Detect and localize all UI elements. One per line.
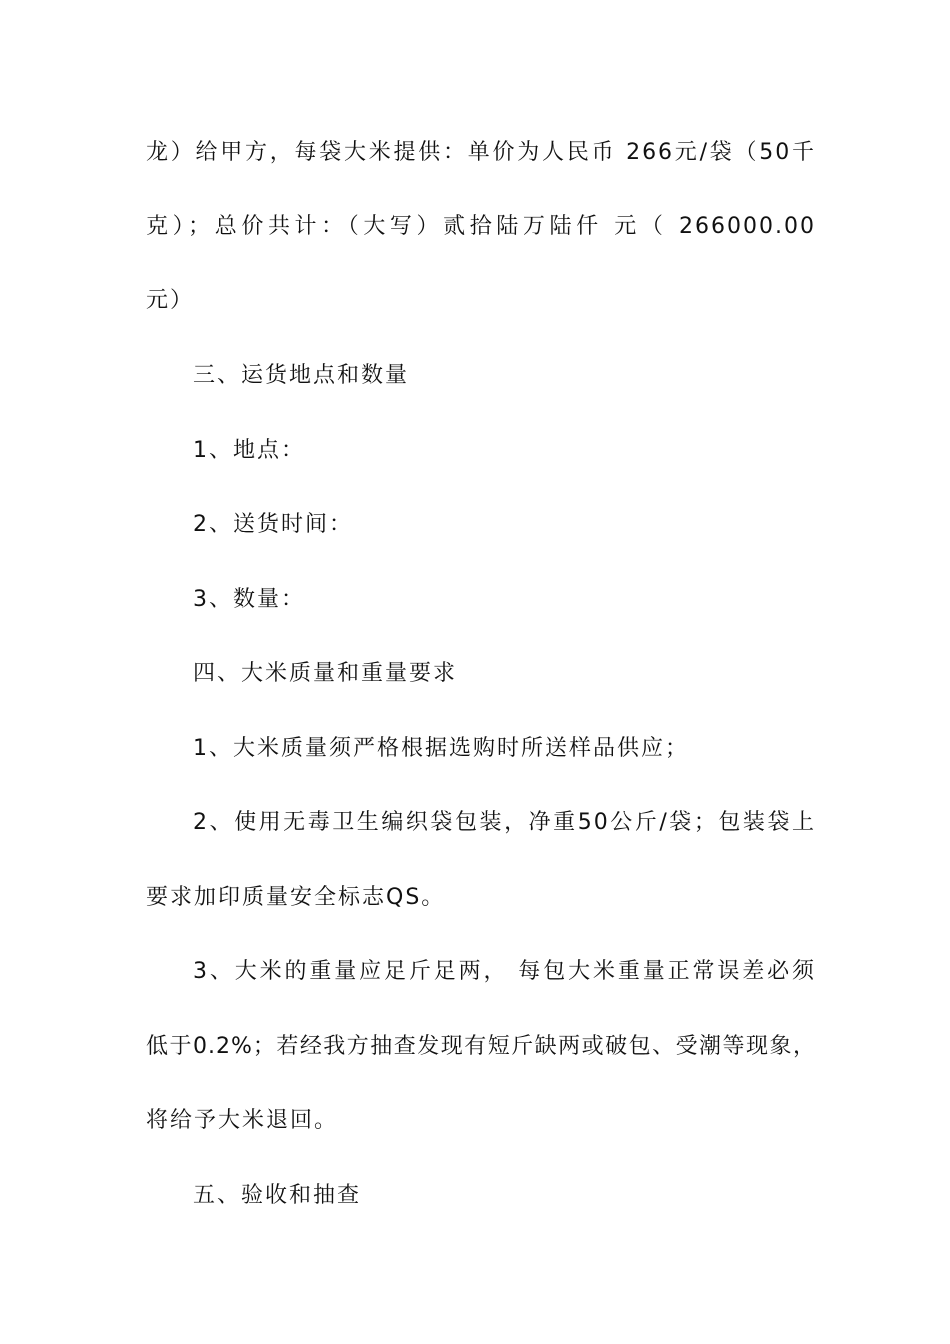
list-item: 2、送货时间： bbox=[193, 512, 353, 537]
section-heading: 三、运货地点和数量 bbox=[193, 363, 410, 388]
paragraph-line: 将给予大米退回。 bbox=[146, 1108, 339, 1133]
list-item: 1、大米质量须严格根据选购时所送样品供应； bbox=[193, 736, 689, 761]
paragraph-line: 克）；总价共计：（大写）贰拾陆万陆仟 元（ 266000.00 bbox=[146, 214, 816, 239]
list-item: 2、使用无毒卫生编织袋包装，净重50公斤/袋；包装袋上 bbox=[193, 810, 816, 835]
paragraph-line: 低于0.2%；若经我方抽查发现有短斤缺两或破包、受潮等现象， bbox=[146, 1034, 816, 1059]
list-item: 1、地点： bbox=[193, 438, 305, 463]
paragraph-line: 元） bbox=[146, 288, 195, 313]
list-item: 3、大米的重量应足斤足两， 每包大米重量正常误差必须 bbox=[193, 959, 816, 984]
paragraph-line: 要求加印质量安全标志QS。 bbox=[146, 885, 446, 910]
section-heading: 五、验收和抽查 bbox=[193, 1183, 362, 1208]
list-item: 3、数量： bbox=[193, 587, 305, 612]
paragraph-line: 龙）给甲方，每袋大米提供：单价为人民币 266元/袋（50千 bbox=[146, 140, 816, 165]
section-heading: 四、大米质量和重量要求 bbox=[193, 661, 458, 686]
